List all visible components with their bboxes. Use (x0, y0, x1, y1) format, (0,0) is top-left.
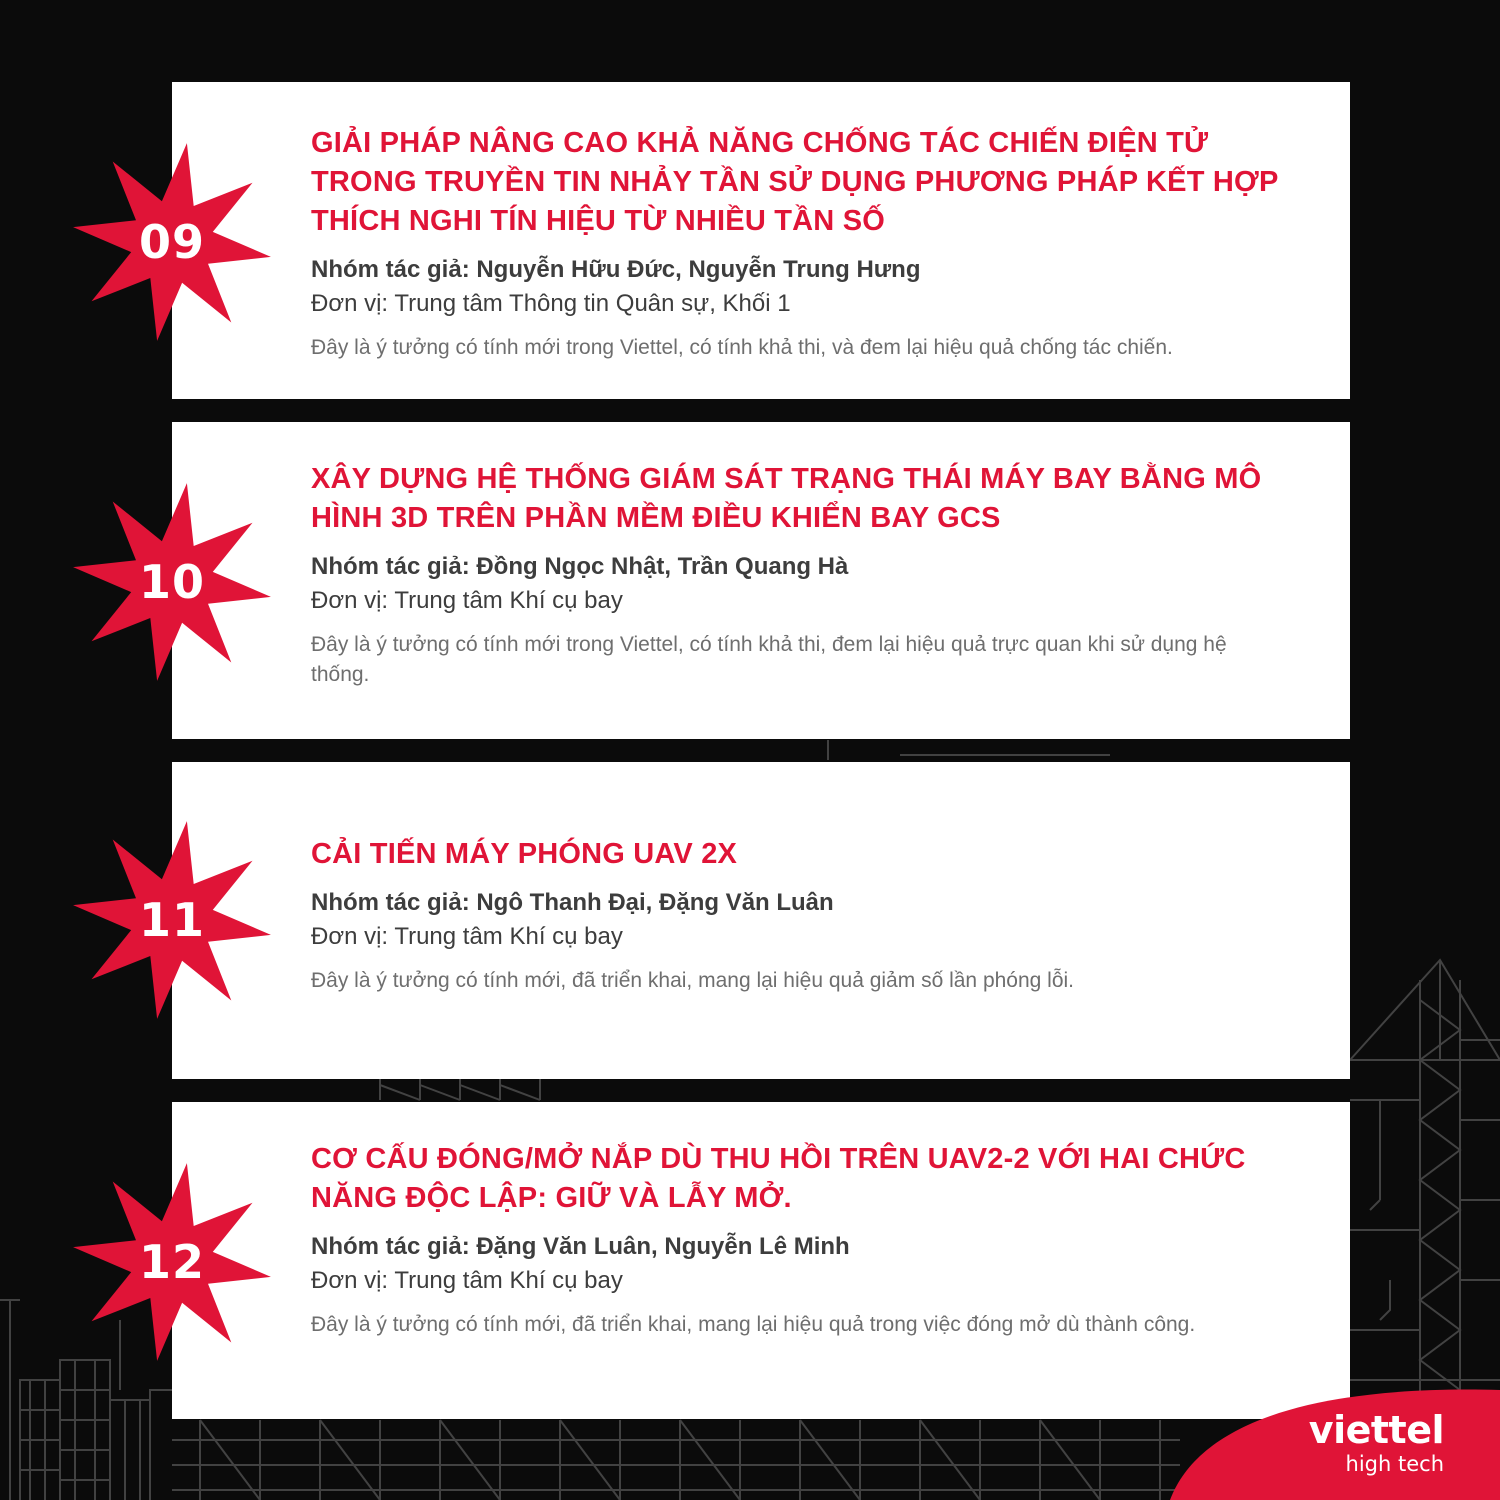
badge-number: 11 (138, 893, 205, 947)
idea-card (172, 1102, 1350, 1419)
idea-authors: Nhóm tác giả: Nguyễn Hữu Đức, Nguyễn Trung Hưng (311, 256, 921, 283)
logo-brand: viettel (1308, 1408, 1444, 1452)
number-badge (70, 818, 274, 1022)
idea-description: Đây là ý tưởng có tính mới trong Viettel, có tính khả thi, và đem lại hiệu quả chống tác chiến. (311, 336, 1173, 359)
badge-number: 10 (138, 555, 205, 609)
badge-number: 12 (138, 1235, 205, 1289)
badge-number: 09 (138, 215, 205, 269)
idea-title: CƠ CẤU ĐÓNG/MỞ NẮP DÙ THU HỒI TRÊN UAV2-2 VỚI HAI CHỨC NĂNG ĐỘC LẬP: GIỮ VÀ LẪY MỞ. (311, 1143, 1246, 1214)
idea-description: Đây là ý tưởng có tính mới trong Viettel, có tính khả thi, đem lại hiệu quả trực quan khi sử dụng hệ thống. (311, 633, 1227, 686)
idea-title: GIẢI PHÁP NÂNG CAO KHẢ NĂNG CHỐNG TÁC CHIẾN ĐIỆN TỬ TRONG TRUYỀN TIN NHẢY TẦN SỬ DỤNG PHƯƠNG PHÁP KẾT HỢP THÍCH NGHI TÍN HIỆU TỪ NHIỀU TẦN SỐ (311, 127, 1278, 237)
number-badge (70, 480, 274, 684)
idea-unit: Đơn vị: Trung tâm Khí cụ bay (311, 1267, 623, 1294)
idea-unit: Đơn vị: Trung tâm Thông tin Quân sự, Khối 1 (311, 290, 791, 317)
idea-authors: Nhóm tác giả: Ngô Thanh Đại, Đặng Văn Luân (311, 889, 834, 916)
idea-description: Đây là ý tưởng có tính mới, đã triển khai, mang lại hiệu quả trong việc đóng mở dù thành công. (311, 1313, 1196, 1336)
number-badge (70, 140, 274, 344)
idea-authors: Nhóm tác giả: Đặng Văn Luân, Nguyễn Lê Minh (311, 1233, 850, 1260)
idea-unit: Đơn vị: Trung tâm Khí cụ bay (311, 923, 623, 950)
number-badge (70, 1160, 274, 1364)
idea-card (172, 422, 1350, 739)
idea-authors: Nhóm tác giả: Đồng Ngọc Nhật, Trần Quang Hà (311, 553, 849, 580)
idea-card (172, 82, 1350, 399)
idea-card (172, 762, 1350, 1079)
idea-description: Đây là ý tưởng có tính mới, đã triển khai, mang lại hiệu quả giảm số lần phóng lỗi. (311, 969, 1075, 992)
idea-title: XÂY DỰNG HỆ THỐNG GIÁM SÁT TRẠNG THÁI MÁY BAY BẰNG MÔ HÌNH 3D TRÊN PHẦN MỀM ĐIỀU KHIỂN BAY GCS (311, 463, 1262, 534)
idea-unit: Đơn vị: Trung tâm Khí cụ bay (311, 587, 623, 614)
logo-tagline: high tech (1345, 1452, 1444, 1476)
viettel-logo (1170, 1380, 1500, 1500)
idea-title: CẢI TIẾN MÁY PHÓNG UAV 2X (311, 838, 738, 870)
